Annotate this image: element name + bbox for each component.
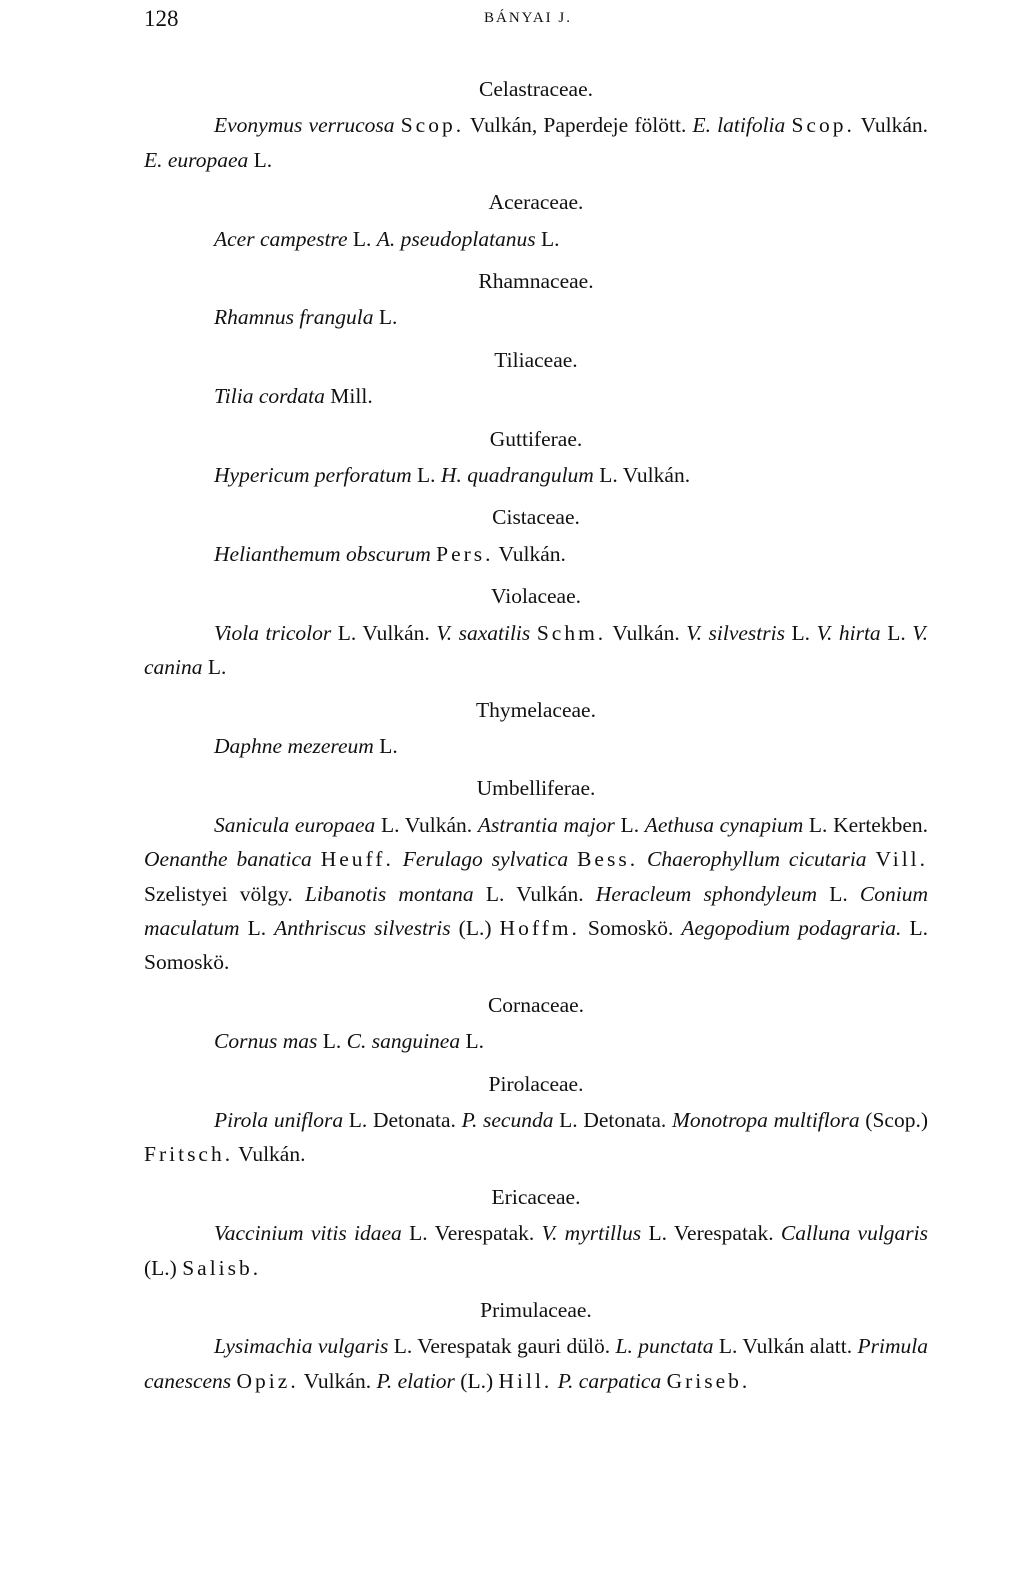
taxon-name: Monotropa multiflora	[671, 1107, 860, 1132]
species-entry	[144, 222, 928, 256]
species-entry	[144, 1216, 928, 1285]
taxon-name: Aegopodium podagraria.	[681, 915, 902, 940]
taxon-name: C. sanguinea	[346, 1029, 461, 1054]
taxon-name: L. punctata	[615, 1334, 714, 1359]
family-heading: Violaceae.	[490, 584, 582, 609]
species-list	[144, 64, 928, 1398]
taxon-name: Helianthemum obscurum	[214, 541, 431, 566]
author-name: Vill.	[875, 847, 929, 872]
taxon-name: Primula canescens	[144, 1334, 928, 1393]
author-name: Schm.	[536, 620, 607, 645]
locality-text: L. Detonata.	[343, 1107, 462, 1132]
taxon-name: Sanicula europaea	[214, 812, 376, 837]
locality-text: Vulkán.	[233, 1142, 306, 1167]
locality-text: L.	[816, 881, 860, 906]
family-heading: Thymelaceae.	[476, 697, 596, 722]
locality-text: L.	[248, 147, 273, 172]
locality-text	[638, 847, 647, 871]
taxon-name: V. hirta	[816, 620, 881, 645]
locality-text: L.	[784, 620, 817, 645]
locality-text	[312, 847, 321, 871]
species-entry	[144, 108, 928, 177]
species-entry	[144, 379, 928, 413]
author-name: Bess.	[577, 847, 639, 872]
taxon-name: Astrantia major	[477, 812, 615, 837]
species-entry	[144, 300, 928, 334]
locality-text: Szelistyei völgy.	[144, 881, 305, 906]
taxon-name: V. silvestris	[686, 620, 785, 645]
taxon-name: V. canina	[144, 620, 929, 680]
family-heading: Umbelliferae.	[476, 776, 596, 801]
species-entry	[144, 1329, 928, 1398]
species-entry	[144, 458, 928, 492]
taxon-name: Conium maculatum	[144, 881, 928, 940]
running-head: BÁNYAI J.	[484, 10, 573, 26]
locality-text: L. Verespatak gauri dülö.	[388, 1334, 616, 1359]
taxon-name: Heracleum sphondyleum	[595, 881, 817, 906]
page-header	[144, 6, 924, 42]
locality-text: Somoskö.	[579, 915, 682, 940]
family-heading: Ericaceae.	[491, 1184, 581, 1209]
species-entry	[144, 808, 928, 980]
locality-text: Vulkán.	[298, 1368, 377, 1393]
locality-text: (Scop.)	[859, 1107, 928, 1132]
locality-text: L. Vulkán.	[331, 620, 437, 645]
species-entry	[144, 537, 928, 571]
locality-text: L.	[317, 1029, 347, 1054]
species-entry	[144, 1103, 928, 1172]
taxon-name: Hypericum perforatum	[214, 463, 412, 488]
locality-text: Vulkán.	[606, 620, 687, 645]
locality-text: L.	[535, 226, 560, 251]
taxon-name: Anthriscus silvestris	[274, 915, 451, 940]
taxon-name: Tilia cordata	[214, 384, 325, 409]
family-heading: Primulaceae.	[480, 1298, 592, 1322]
locality-text: L. Vulkán alatt.	[713, 1334, 858, 1359]
locality-text: L. Vulkán.	[375, 812, 478, 837]
locality-text: L.	[880, 620, 913, 645]
taxon-name: Ferulago sylvatica	[402, 847, 569, 872]
author-name: Opiz.	[236, 1368, 299, 1393]
author-name: Hoffm.	[499, 915, 580, 940]
locality-text	[394, 847, 403, 871]
taxon-name: Aethusa cynapium	[644, 812, 804, 837]
locality-text: L.	[202, 655, 227, 680]
locality-text: L. Verespatak.	[641, 1221, 781, 1246]
locality-text: L.	[614, 812, 645, 837]
author-name: Salisb.	[182, 1255, 262, 1280]
locality-text	[867, 847, 876, 871]
locality-text: (L.)	[454, 1368, 499, 1393]
species-entry	[144, 1024, 928, 1058]
locality-text: Mill.	[324, 384, 373, 409]
author-name: Heuff.	[320, 847, 394, 872]
page-number: 128	[144, 6, 179, 31]
taxon-name: P. carpatica	[557, 1368, 662, 1393]
species-entry	[144, 616, 928, 685]
taxon-name: Calluna vulgaris	[780, 1221, 929, 1246]
taxon-name: Chaerophyllum cicutaria	[647, 847, 867, 872]
locality-text: L. Kertekben.	[803, 812, 928, 837]
locality-text: Vulkán.	[493, 541, 566, 566]
locality-text: (L.)	[144, 1255, 183, 1280]
taxon-name: Pirola uniflora	[214, 1107, 344, 1132]
author-name: Griseb.	[666, 1368, 751, 1393]
author-name: Pers.	[436, 541, 494, 566]
family-heading: Tiliaceae.	[494, 347, 578, 372]
taxon-name: P. elatior	[376, 1368, 455, 1393]
family-heading: Celastraceae.	[479, 77, 593, 101]
taxon-name: Vaccinium vitis idaea	[214, 1221, 402, 1246]
taxon-name: Viola tricolor	[214, 620, 332, 645]
locality-text: L.	[373, 733, 398, 758]
locality-text: (L.)	[450, 915, 500, 940]
taxon-name: V. saxatilis	[436, 620, 531, 645]
author-name: Scop.	[791, 113, 855, 138]
taxon-name: Evonymus verrucosa	[214, 113, 395, 138]
family-heading: Rhamnaceae.	[478, 269, 594, 294]
locality-text	[568, 847, 577, 871]
author-name: Fritsch.	[144, 1142, 234, 1167]
taxon-name: A. pseudoplatanus	[376, 226, 536, 251]
taxon-name: E. europaea	[144, 147, 249, 172]
locality-text: L.	[347, 226, 377, 251]
taxon-name: Acer campestre	[214, 226, 348, 251]
family-heading: Aceraceae.	[488, 190, 584, 215]
locality-text: L. Somoskö.	[144, 915, 928, 975]
species-entry	[144, 729, 928, 763]
taxon-name: E. latifolia	[692, 113, 786, 138]
family-heading: Cornaceae.	[487, 992, 585, 1017]
family-heading: Cistaceae.	[492, 505, 580, 530]
taxon-name: P. secunda	[461, 1107, 554, 1132]
locality-text: Vulkán.	[854, 113, 929, 138]
locality-text: L. Vulkán.	[593, 463, 691, 488]
taxon-name: Cornus mas	[214, 1029, 318, 1054]
author-name: Scop.	[400, 113, 465, 138]
family-heading: Pirolaceae.	[488, 1071, 584, 1096]
locality-text: L. Verespatak.	[401, 1221, 542, 1246]
taxon-name: Oenanthe banatica	[144, 847, 312, 872]
taxon-name: Daphne mezereum	[214, 733, 374, 758]
locality-text: L.	[373, 305, 398, 330]
taxon-name: Lysimachia vulgaris	[214, 1334, 389, 1359]
locality-text: L. Detonata.	[553, 1107, 672, 1132]
locality-text: L.	[411, 463, 441, 488]
taxon-name: V. myrtillus	[541, 1221, 642, 1246]
locality-text: Vulkán, Paperdeje fölött.	[464, 113, 693, 138]
taxon-name: Libanotis montana	[304, 881, 474, 906]
author-name: Hill.	[498, 1368, 553, 1393]
locality-text: L.	[460, 1029, 484, 1054]
taxon-name: H. quadrangulum	[440, 463, 594, 488]
locality-text: L. Vulkán.	[473, 881, 596, 906]
locality-text: L.	[239, 915, 275, 940]
taxon-name: Rhamnus frangula	[214, 305, 374, 330]
family-heading: Guttiferae.	[489, 426, 583, 451]
